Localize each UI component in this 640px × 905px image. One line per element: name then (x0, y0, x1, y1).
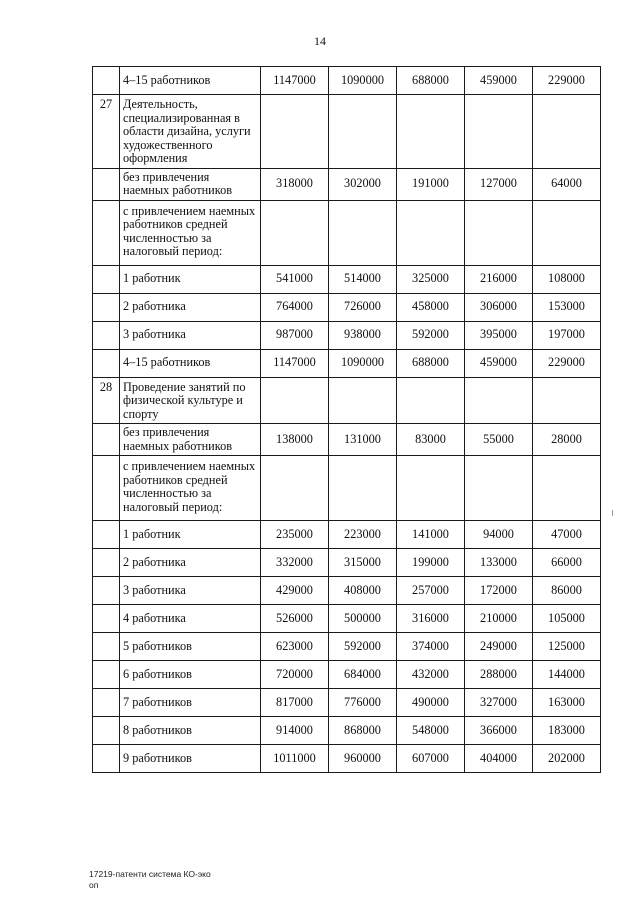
row-label-cell: 6 работников (120, 661, 261, 689)
value-cell: 1090000 (329, 67, 397, 95)
value-cell: 1147000 (261, 67, 329, 95)
value-cell: 210000 (465, 605, 533, 633)
value-cell: 229000 (533, 349, 601, 377)
value-cell: 458000 (397, 293, 465, 321)
value-cell: 163000 (533, 689, 601, 717)
value-cell: 720000 (261, 661, 329, 689)
row-number-cell (93, 633, 120, 661)
row-label-cell: 7 работников (120, 689, 261, 717)
row-label-cell: Деятельность, специализированная в области дизайна, услуги художественного оформления (120, 95, 261, 169)
row-number-cell (93, 349, 120, 377)
value-cell (397, 377, 465, 424)
row-label-cell: 1 работник (120, 521, 261, 549)
value-cell: 288000 (465, 661, 533, 689)
value-cell (465, 377, 533, 424)
value-cell: 172000 (465, 577, 533, 605)
row-number-cell: 28 (93, 377, 120, 424)
table-row (93, 349, 601, 377)
table-row (93, 200, 601, 265)
value-cell: 490000 (397, 689, 465, 717)
value-cell: 325000 (397, 265, 465, 293)
row-label-cell: 8 работников (120, 717, 261, 745)
value-cell: 86000 (533, 577, 601, 605)
value-cell: 592000 (397, 321, 465, 349)
row-number-cell (93, 577, 120, 605)
value-cell: 153000 (533, 293, 601, 321)
value-cell: 235000 (261, 521, 329, 549)
value-cell (329, 377, 397, 424)
value-cell: 229000 (533, 67, 601, 95)
value-cell: 138000 (261, 424, 329, 456)
value-cell: 374000 (397, 633, 465, 661)
value-cell: 257000 (397, 577, 465, 605)
value-cell: 216000 (465, 265, 533, 293)
value-cell: 776000 (329, 689, 397, 717)
value-cell: 541000 (261, 265, 329, 293)
value-cell: 249000 (465, 633, 533, 661)
row-number-cell (93, 456, 120, 521)
value-cell: 688000 (397, 349, 465, 377)
tariff-table-body (93, 67, 601, 773)
value-cell: 688000 (397, 67, 465, 95)
value-cell (397, 200, 465, 265)
value-cell: 459000 (465, 67, 533, 95)
value-cell: 726000 (329, 293, 397, 321)
row-label-cell: 3 работника (120, 577, 261, 605)
value-cell: 1011000 (261, 745, 329, 773)
value-cell: 202000 (533, 745, 601, 773)
table-row (93, 605, 601, 633)
row-label-cell: 1 работник (120, 265, 261, 293)
table-row (93, 717, 601, 745)
value-cell: 332000 (261, 549, 329, 577)
value-cell (329, 95, 397, 169)
value-cell: 817000 (261, 689, 329, 717)
value-cell: 197000 (533, 321, 601, 349)
value-cell: 133000 (465, 549, 533, 577)
value-cell: 141000 (397, 521, 465, 549)
row-label-cell: 4–15 работников (120, 67, 261, 95)
value-cell (465, 456, 533, 521)
row-label-cell: 5 работников (120, 633, 261, 661)
row-number-cell: 27 (93, 95, 120, 169)
row-number-cell (93, 168, 120, 200)
value-cell: 432000 (397, 661, 465, 689)
footer-file-suffix: оп (89, 880, 99, 890)
row-number-cell (93, 67, 120, 95)
value-cell: 938000 (329, 321, 397, 349)
row-label-cell: без привлечения наемных работников (120, 168, 261, 200)
row-number-cell (93, 521, 120, 549)
value-cell: 55000 (465, 424, 533, 456)
value-cell (465, 200, 533, 265)
row-label-cell: 2 работника (120, 549, 261, 577)
value-cell (533, 456, 601, 521)
row-label-cell: 3 работника (120, 321, 261, 349)
table-row (93, 745, 601, 773)
row-number-cell (93, 549, 120, 577)
value-cell: 64000 (533, 168, 601, 200)
row-label-cell: с привлечением наемных работников средней численностью за налоговый период: (120, 456, 261, 521)
table-row (93, 168, 601, 200)
row-number-cell (93, 424, 120, 456)
value-cell: 47000 (533, 521, 601, 549)
value-cell: 302000 (329, 168, 397, 200)
value-cell: 131000 (329, 424, 397, 456)
value-cell: 395000 (465, 321, 533, 349)
value-cell: 83000 (397, 424, 465, 456)
value-cell: 526000 (261, 605, 329, 633)
value-cell: 500000 (329, 605, 397, 633)
table-row (93, 377, 601, 424)
table-row (93, 633, 601, 661)
table-row (93, 293, 601, 321)
value-cell: 1090000 (329, 349, 397, 377)
table-row (93, 689, 601, 717)
row-label-cell: 4–15 работников (120, 349, 261, 377)
value-cell (329, 200, 397, 265)
value-cell: 607000 (397, 745, 465, 773)
value-cell (261, 456, 329, 521)
table-row (93, 67, 601, 95)
value-cell: 306000 (465, 293, 533, 321)
row-number-cell (93, 200, 120, 265)
value-cell: 623000 (261, 633, 329, 661)
value-cell (329, 456, 397, 521)
value-cell: 914000 (261, 717, 329, 745)
row-number-cell (93, 265, 120, 293)
footer-file-name: 17219-патенти система КО-эко (89, 869, 211, 879)
value-cell: 223000 (329, 521, 397, 549)
row-label-cell: с привлечением наемных работников средней численностью за налоговый период: (120, 200, 261, 265)
value-cell: 366000 (465, 717, 533, 745)
value-cell: 318000 (261, 168, 329, 200)
value-cell: 199000 (397, 549, 465, 577)
table-row (93, 321, 601, 349)
row-label-cell: 4 работника (120, 605, 261, 633)
value-cell: 315000 (329, 549, 397, 577)
value-cell: 327000 (465, 689, 533, 717)
value-cell: 684000 (329, 661, 397, 689)
value-cell (533, 377, 601, 424)
value-cell: 66000 (533, 549, 601, 577)
value-cell: 105000 (533, 605, 601, 633)
value-cell (465, 95, 533, 169)
value-cell: 1147000 (261, 349, 329, 377)
value-cell: 408000 (329, 577, 397, 605)
row-number-cell (93, 293, 120, 321)
value-cell (397, 95, 465, 169)
tariff-table (92, 66, 601, 773)
table-row (93, 577, 601, 605)
value-cell (533, 95, 601, 169)
page-number: 14 (314, 34, 326, 48)
value-cell: 108000 (533, 265, 601, 293)
row-number-cell (93, 717, 120, 745)
row-number-cell (93, 689, 120, 717)
table-row (93, 661, 601, 689)
value-cell (261, 377, 329, 424)
value-cell: 868000 (329, 717, 397, 745)
row-number-cell (93, 321, 120, 349)
value-cell: 592000 (329, 633, 397, 661)
row-label-cell: 2 работника (120, 293, 261, 321)
row-number-cell (93, 605, 120, 633)
value-cell: 514000 (329, 265, 397, 293)
value-cell: 125000 (533, 633, 601, 661)
row-label-cell: Проведение занятий по физической культуре и спорту (120, 377, 261, 424)
table-row (93, 424, 601, 456)
value-cell: 127000 (465, 168, 533, 200)
value-cell: 429000 (261, 577, 329, 605)
value-cell: 28000 (533, 424, 601, 456)
row-label-cell: без привлечения наемных работников (120, 424, 261, 456)
value-cell: 144000 (533, 661, 601, 689)
value-cell (261, 200, 329, 265)
value-cell: 404000 (465, 745, 533, 773)
row-number-cell (93, 661, 120, 689)
value-cell (261, 95, 329, 169)
value-cell (533, 200, 601, 265)
value-cell: 987000 (261, 321, 329, 349)
row-label-cell: 9 работников (120, 745, 261, 773)
table-row (93, 456, 601, 521)
value-cell: 459000 (465, 349, 533, 377)
table-row (93, 549, 601, 577)
value-cell: 316000 (397, 605, 465, 633)
table-row (93, 265, 601, 293)
value-cell: 94000 (465, 521, 533, 549)
value-cell: 960000 (329, 745, 397, 773)
value-cell: 548000 (397, 717, 465, 745)
table-row (93, 521, 601, 549)
table-row (93, 95, 601, 169)
row-number-cell (93, 745, 120, 773)
value-cell: 764000 (261, 293, 329, 321)
value-cell: 191000 (397, 168, 465, 200)
value-cell: 183000 (533, 717, 601, 745)
scan-mark (612, 510, 613, 516)
value-cell (397, 456, 465, 521)
